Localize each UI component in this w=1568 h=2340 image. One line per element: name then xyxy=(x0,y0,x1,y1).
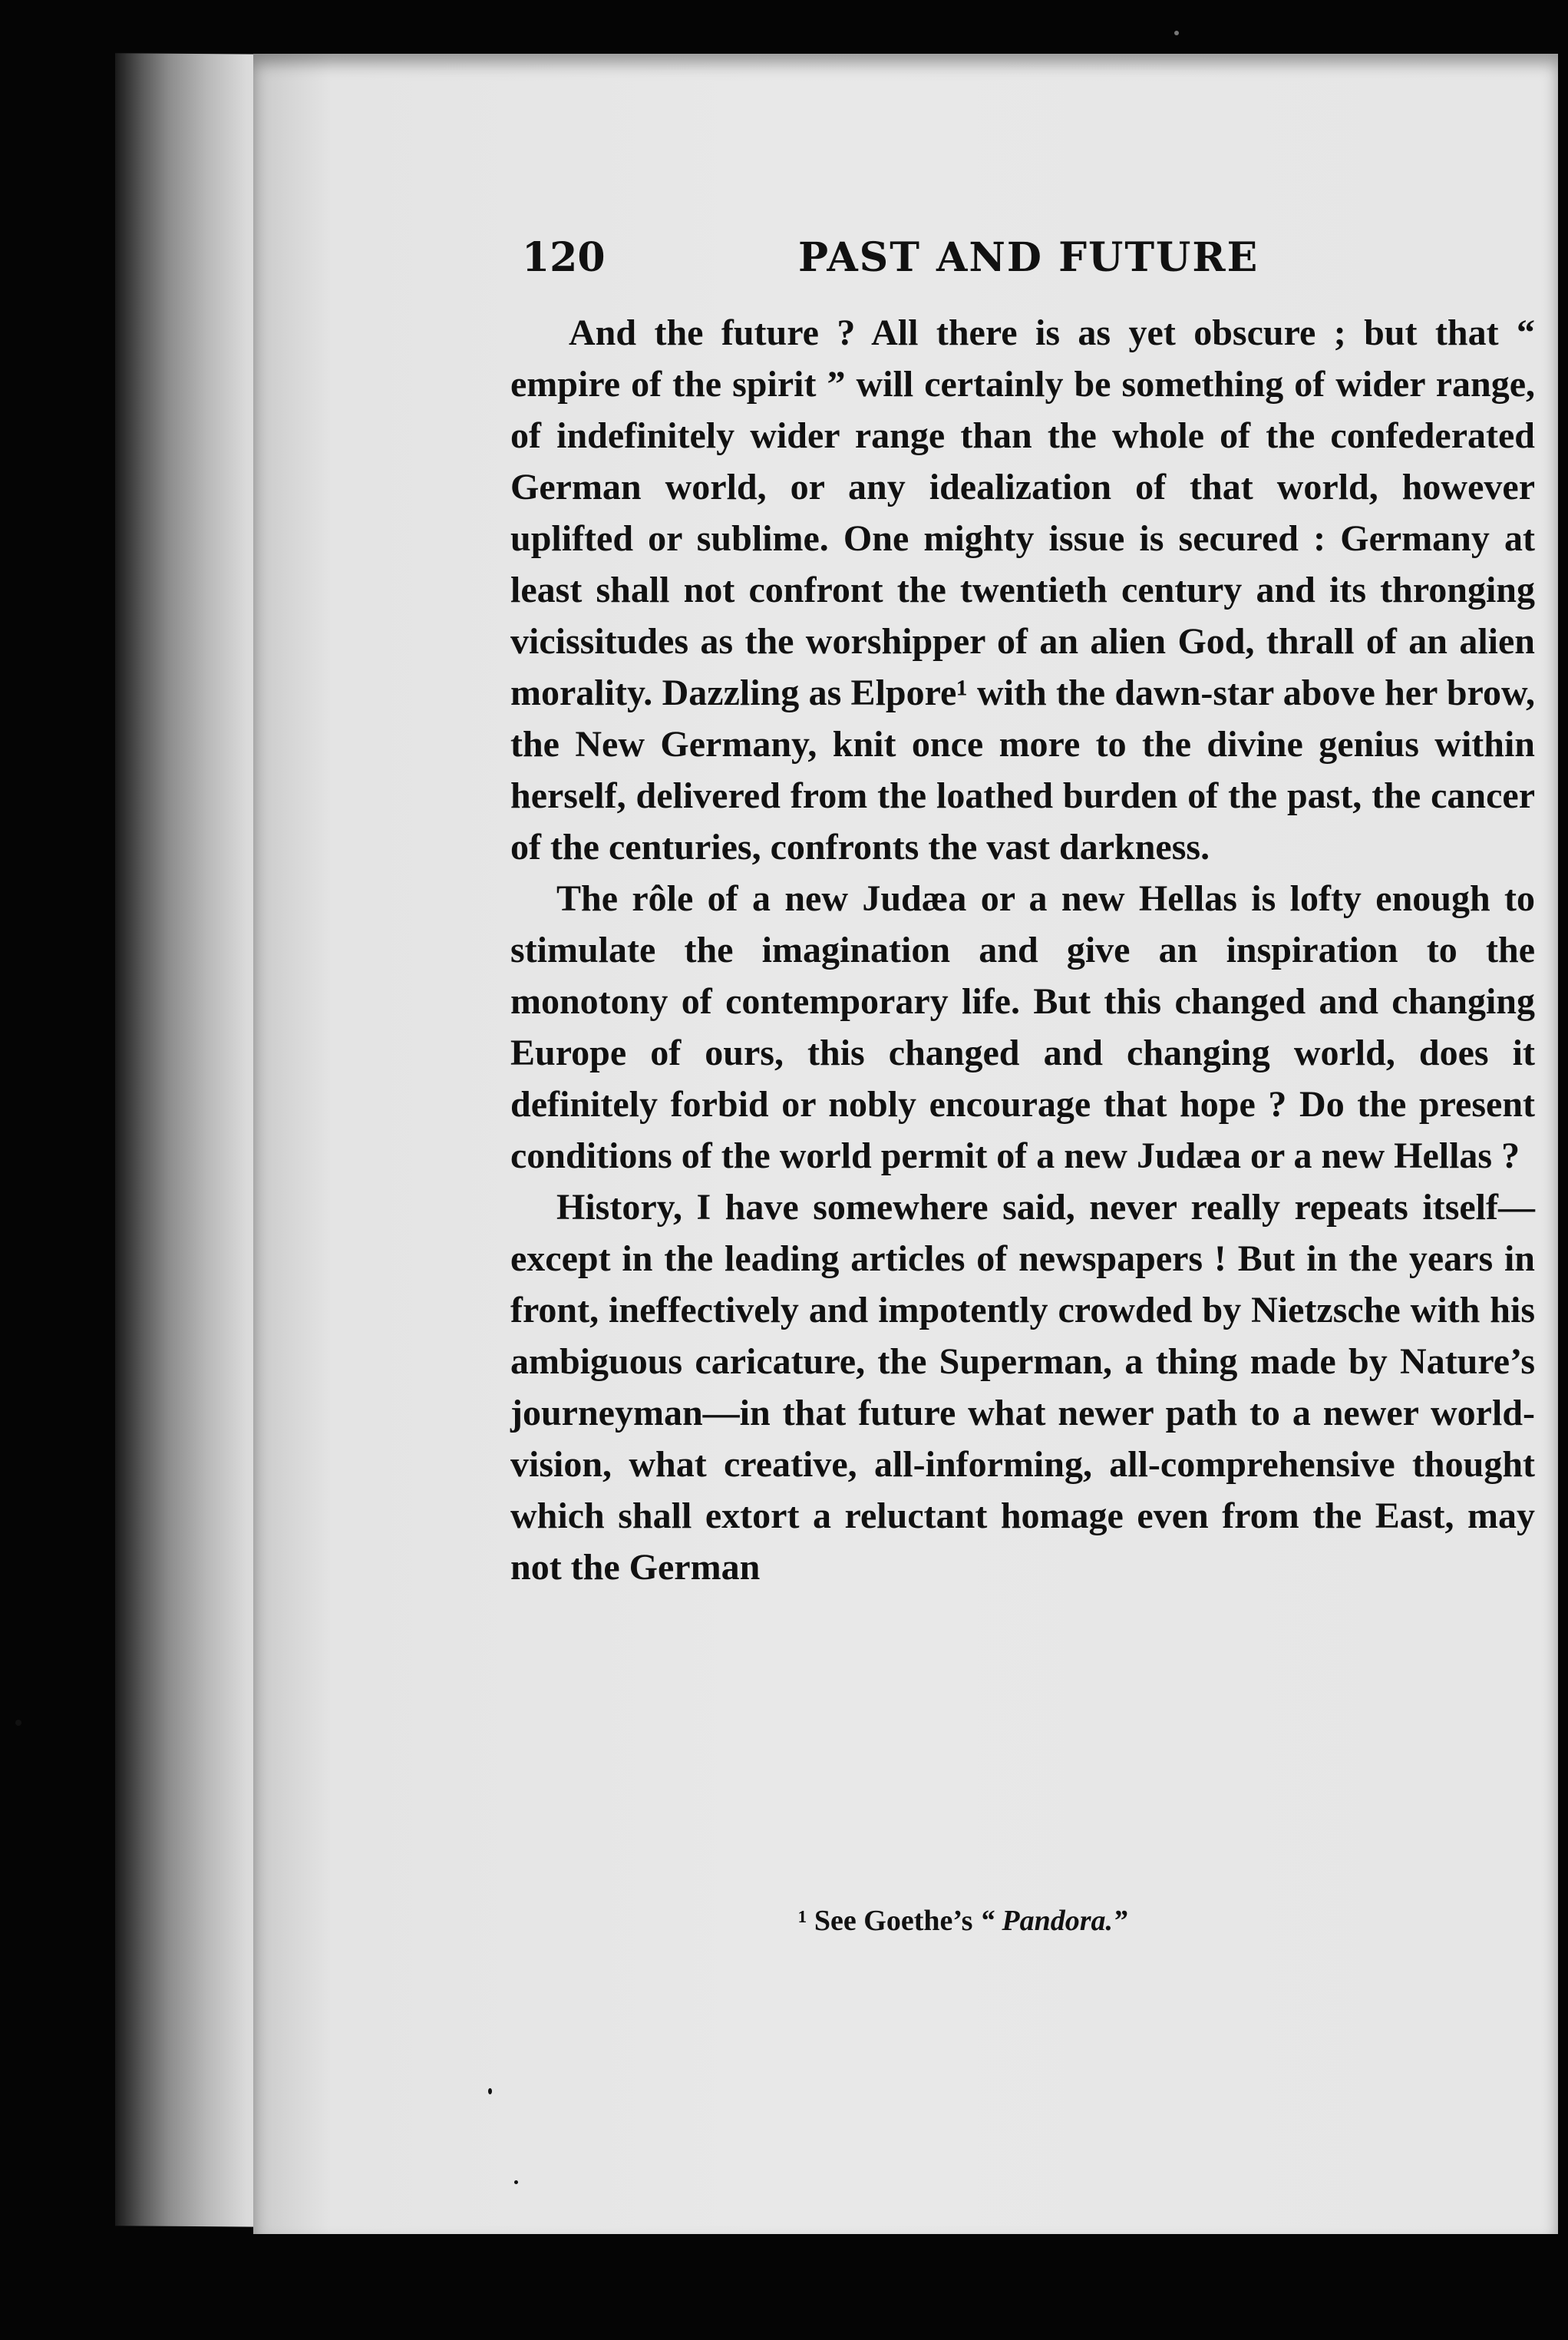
paragraph: History, I have somewhere said, never really repeats itself—except in the leading articles of newspapers ! But in the years in front, ineffectively and impotently crowded by Nietzsche with his ambiguous caricature, the Superman, a thing made by Nature’s journeyman—in that future what newer path to a newer world-vision, what creative, all-informing, all-comprehensive thought which shall extort a reluctant homage even from the East, may not the German xyxy=(510,1187,1535,1588)
dust-speck xyxy=(514,2180,518,2184)
footnote xyxy=(798,1904,1127,1938)
dust-speck xyxy=(15,1720,21,1726)
running-head xyxy=(522,234,1535,288)
page-title: PAST AND FUTURE xyxy=(798,234,1259,281)
dust-speck xyxy=(1174,31,1179,35)
footnote-marker: ¹ xyxy=(798,1905,807,1937)
page-edges xyxy=(115,53,269,2226)
paragraph: The rôle of a new Judæa or a new Hellas is lofty enough to stimulate the imagination and give an inspiration to the monotony of contemporary life. But this changed and changing Europe of ours, this changed and changing world, does it definitely forbid or nobly encourage that hope ? Do the present conditions of the world permit of a new Judæa or a new Hellas ? xyxy=(510,878,1535,1176)
paragraph: And the future ? All there is as yet obscure ; but that “ empire of the spirit ” will certainly be something of wider range, of indefinitely wider range than the whole of the confederated German world, or any idealization of that world, however uplifted or sublime. One mighty issue is secured : Germany at least shall not confront the twentieth century and its thronging vicissitudes as the worshipper of an alien God, thrall of an alien morality. Dazzling as Elpore¹ with the dawn-star above her brow, the New Germany, knit once more to the divine genius within herself, delivered from the loathed burden of the past, the cancer of the centuries, confronts the vast darkness. xyxy=(510,312,1535,868)
body-text xyxy=(510,307,1535,1593)
page-number: 120 xyxy=(522,234,606,281)
footnote-text: See Goethe’s xyxy=(814,1905,980,1937)
footnote-work-title: “ Pandora.” xyxy=(979,1905,1128,1937)
dust-speck xyxy=(488,2088,492,2094)
